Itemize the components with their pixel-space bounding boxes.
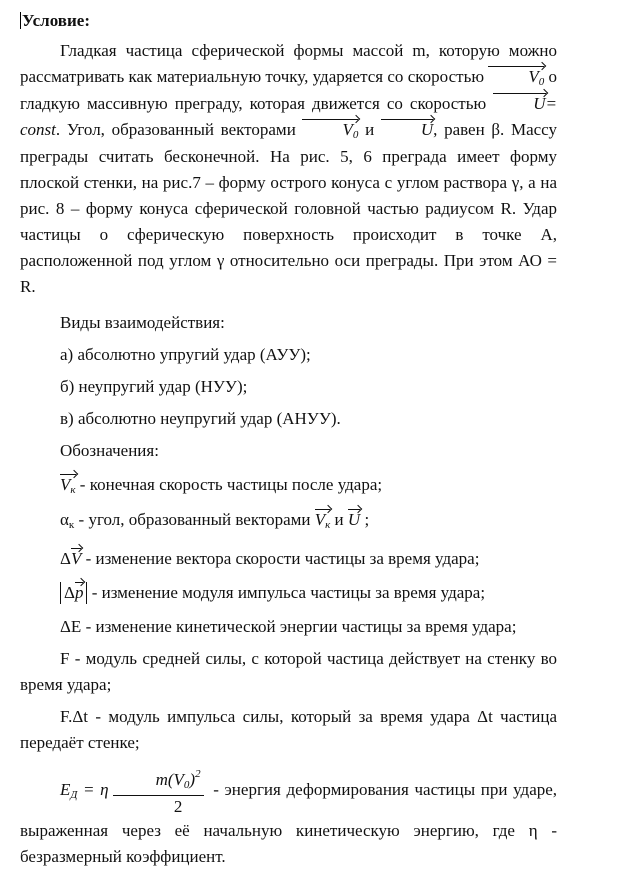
notation-vk: $V_к$ - конечная скорость частицы после удара;: [60, 472, 557, 499]
vector-vk-b: $V_к$: [315, 509, 331, 534]
notation-title: Обозначения:: [60, 441, 159, 460]
vector-u-c: U: [347, 510, 361, 529]
notation-ed: $E_Д = \eta$ $\frac{m(V_0)^2}{2}$ - энергия деформирования частицы при ударе, выраженная через её начальную кинетическую энергию, где η - безразмерный коэффициент.: [20, 764, 557, 870]
const-label: = const: [20, 94, 558, 139]
vector-p: p: [74, 583, 84, 602]
condition-paragraph: Гладкая частица сферической формы массой m, которую можно рассматривать как материальную точку, ударяется со скоростью $V_0$ о гладкую массивную преграду, которая движется со скоростью U= const. Угол, образованный векторами $V_0$ и U, равен β. Массу преграды считать бесконечной. На рис. 5, 6 преграда имеет форму плоской стенки, на рис.7 – форму острого конуса с углом раствора γ, а на рис. 8 – форму конуса сферической головной частью радиусом R. Удар частицы о сферическую поверхность происходит в точке А, расположенной под углом γ относительно оси преграды. При этом АО = R.: [20, 41, 558, 296]
notation-alpha: $\alpha_к$ - угол, образованный векторами $V_к$ и U ;: [60, 507, 557, 538]
notation-f: F - модуль средней силы, с которой частица действует на стенку во время удара;: [20, 649, 557, 694]
vector-v0-b: $V_0$: [302, 119, 358, 144]
vector-u: U: [493, 93, 545, 113]
notation-de: ΔЕ - изменение кинетической энергии частицы за время удара;: [60, 617, 517, 636]
heading: Условие:: [22, 11, 90, 30]
notation-dp: Δp - изменение модуля импульса частицы за время удара;: [60, 580, 557, 606]
text-cursor: [20, 12, 21, 29]
vector-dv: V: [70, 549, 82, 568]
vector-v0: $V_0$: [488, 66, 544, 91]
energy-fraction: $\frac{m(V_0)^2}{2}$: [113, 764, 204, 818]
interaction-item-a: а) абсолютно упругий удар (АУУ);: [60, 345, 311, 364]
vector-vk: $V_к$: [60, 474, 76, 499]
interaction-item-c: в) абсолютно неупругий удар (АНУУ).: [60, 409, 341, 428]
abs-delta-p: Δp: [60, 582, 87, 604]
interaction-item-b: б) неупругий удар (НУУ);: [60, 377, 248, 396]
document-page: [20, 8, 557, 870]
notation-fdt: F.Δt - модуль импульса силы, который за время удара Δt частица передаёт стенке;: [20, 707, 557, 752]
interaction-title: Виды взаимодействия:: [60, 313, 225, 332]
vector-u-b: U: [381, 119, 433, 139]
notation-dv: ΔV - изменение вектора скорости частицы за время удара;: [60, 549, 480, 568]
